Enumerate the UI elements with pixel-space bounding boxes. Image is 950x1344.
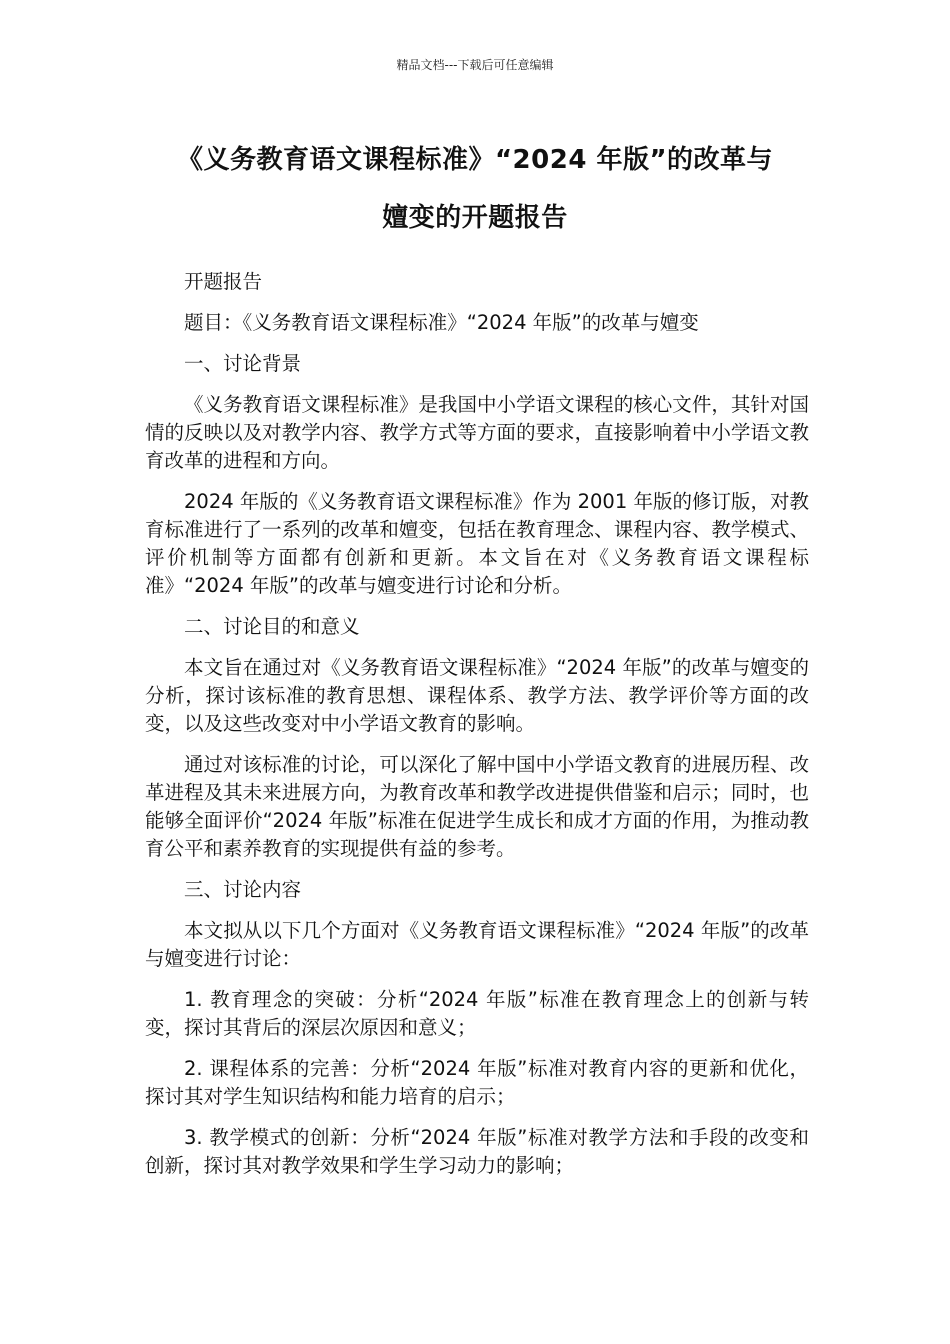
paragraph-report-label: 开题报告 [184, 270, 263, 293]
header-note: 精品文档---下载后可任意编辑 [396, 58, 554, 72]
title-line-2: 嬗变的开题报告 [382, 203, 568, 233]
section-heading-purpose: 二、讨论目的和意义 [184, 615, 360, 638]
title-line-1: 《义务教育语文课程标准》“2024 年版”的改革与 [176, 145, 774, 175]
list-item: 2. 课程体系的完善：分析“2024 年版”标准对教育内容的更新和优化，探讨其对学生知识结构和能力培育的启示； [145, 1057, 809, 1108]
section-heading-content: 三、讨论内容 [184, 878, 302, 901]
section-heading-background: 一、讨论背景 [184, 352, 302, 375]
paragraph: 本文拟从以下几个方面对《义务教育语文课程标准》“2024 年版”的改革与嬗变进行讨论： [145, 919, 809, 970]
paragraph: 本文旨在通过对《义务教育语文课程标准》“2024 年版”的改革与嬗变的分析，探讨该标准的教育思想、课程体系、教学方法、教学评价等方面的改变，以及这些改变对中小学语文教育的影响。 [145, 656, 809, 735]
document-body [145, 268, 809, 1193]
paragraph-topic: 题目：《义务教育语文课程标准》“2024 年版”的改革与嬗变 [184, 311, 699, 334]
document-title [140, 131, 810, 247]
paragraph: 2024 年版的《义务教育语文课程标准》作为 2001 年版的修订版，对教育标准进行了一系列的改革和嬗变，包括在教育理念、课程内容、教学模式、评价机制等方面都有创新和更新。本文旨在对《义务教育语文课程标准》“2024 年版”的改革与嬗变进行讨论和分析。 [145, 490, 809, 597]
list-item: 1. 教育理念的突破：分析“2024 年版”标准在教育理念上的创新与转变，探讨其背后的深层次原因和意义； [145, 988, 809, 1039]
paragraph: 《义务教育语文课程标准》是我国中小学语文课程的核心文件，其针对国情的反映以及对教学内容、教学方式等方面的要求，直接影响着中小学语文教育改革的进程和方向。 [145, 393, 809, 472]
paragraph: 通过对该标准的讨论，可以深化了解中国中小学语文教育的进展历程、改革进程及其未来进展方向，为教育改革和教学改进提供借鉴和启示；同时，也能够全面评价“2024 年版”标准在促进学生成长和成才方面的作用，为推动教育公平和素养教育的实现提供有益的参考。 [145, 753, 809, 860]
list-item: 3. 教学模式的创新：分析“2024 年版”标准对教学方法和手段的改变和创新，探讨其对教学效果和学生学习动力的影响； [145, 1126, 809, 1177]
